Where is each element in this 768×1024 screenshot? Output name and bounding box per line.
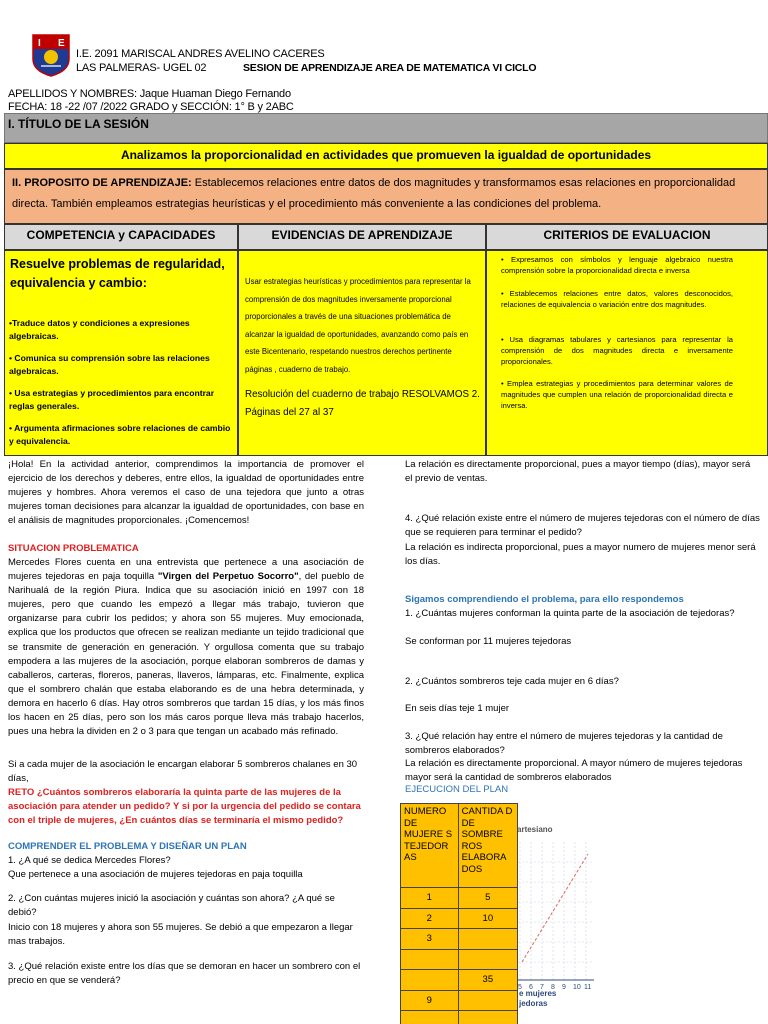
svg-text:I: I — [38, 38, 41, 49]
review-answer-2: En seis días teje 1 mujer — [405, 703, 510, 714]
graph-x-tick: 9 — [562, 984, 566, 991]
school-location: LAS PALMERAS- UGEL 02 — [76, 62, 207, 74]
review-answer-3: La relación es directamente proporcional. A mayor número de mujeres tejedoras mayor será la cantidad de sombreros elaborados — [405, 758, 743, 784]
session-title: SESION DE APRENDIZAJE AREA DE MATEMATICA VI CICLO — [243, 62, 537, 74]
graph-x-tick: 8 — [551, 984, 555, 991]
evidence-workbook: Resolución del cuaderno de trabajo RESOLVAMOS 2. Páginas del 27 al 37 — [245, 389, 480, 418]
situation-heading: SITUACION PROBLEMATICA — [8, 543, 139, 554]
table-cell — [458, 990, 517, 1011]
session-topic-row — [4, 143, 768, 169]
table-cell: 3 — [401, 929, 459, 950]
capacity-item: • Comunica su comprensión sobre las relaciones algebraicas. — [9, 353, 210, 376]
table-cell: 1 — [401, 888, 459, 909]
evidence-text: Usar estrategias heurísticas y procedimientos para representar la comprensión de dos magnitudes inversamente proporcional proporcionales a través de una situaciones problemática de alcanzar la igualdad de oportunidades, avanzando como país en este Bicentenario, respetando nuestros derechos pertinente páginas , cuaderno de trabajo. — [245, 277, 471, 374]
school-logo — [30, 33, 72, 77]
session-title-heading: I. TÍTULO DE LA SESIÓN — [8, 117, 149, 131]
challenge-text: RETO ¿Cuántos sombreros elaboraría la quinta parte de las mujeres de la asociación para atender un pedido? Y si por la urgencia del pedido se contara con el triple de mujeres, ¿En cuántos días se terminaría el mismo pedido? — [8, 787, 361, 827]
story-assignment: Si a cada mujer de la asociación le encargan elaborar 5 sombreros chalanes en 30 días, — [8, 759, 358, 785]
table-header-women: NUMERO DE MUJERE S TEJEDOR AS — [401, 804, 459, 888]
table-cell: 9 — [401, 990, 459, 1011]
graph-x-tick: 11 — [584, 984, 592, 991]
table-cell: 10 — [458, 908, 517, 929]
date-grade: FECHA: 18 -22 /07 /2022 GRADO y SECCIÓN: 1° B y 2ABC — [8, 101, 294, 113]
association-name: "Virgen del Perpetuo Socorro" — [157, 571, 299, 583]
story-part: , del pueblo de Narihualá de la región Piura. Indica que su asociación inició en 1997 con 18 mujeres, pero que cuando les empezó a llegar más trabajo, tuvieron que organizarse para cubrir los pedidos; y ahora son 55 mujeres. Muy emocionada, explica que los productos que ofrecen se realizan mediante un tejido tradicional que se transmite de generación en generación. Y orgullosa comenta que su trabajo empodera a las mujeres de la asociación, porque elaboran sombreros de damas y caballeros, carteras, floreros, paneras, llaveros, lámparas, etc. Finalmente, explica que el sombrero chalán que estaba elaborando es de una hebra determinada, y demora en hacerlo 6 días. Hay otros sombreros que tardan 15 días, y los más finos los hacen en 25 días, pero son los más caros porque lleva más trabajo hacerlos, pues una hebra la dividen en 2 o 3 para que tengan un acabado más refinado. — [8, 571, 364, 738]
competence-cell — [4, 250, 238, 456]
graph-x-tick: 6 — [529, 984, 533, 991]
intro-paragraph: ¡Hola! En la actividad anterior, comprendimos la importancia de promover el ejercicio de los derechos y deberes, entre ellos, la igualdad de oportunidades entre mujeres y hombres. Ahora veremos el caso de una tejedora que junto a otras mujeres toman decisiones para alcanzar la igualdad de oportunidades, con base en el análisis de magnitudes proporcionales. ¡Comencemos! — [8, 459, 364, 527]
table-cell — [458, 1011, 517, 1024]
understand-heading: Sigamos comprendiendo el problema, para ello respondemos — [405, 594, 684, 605]
graph-x-label: jedoras — [519, 999, 548, 1008]
session-topic: Analizamos la proporcionalidad en actividades que promueven la igualdad de oportunidades — [120, 148, 652, 162]
header-competence: COMPETENCIA y CAPACIDADES — [4, 224, 238, 250]
review-answer-1: Se conforman por 11 mujeres tejedoras — [405, 636, 572, 647]
evidence-cell — [238, 250, 486, 456]
table-row — [401, 1011, 518, 1024]
graph-x-tick: 10 — [573, 984, 581, 991]
table-cell — [401, 970, 459, 991]
table-row — [401, 990, 518, 1011]
story-part: Mercedes Flores cuenta en una entrevista que pertenece a una asociación de mujeres tejedoras en paja toquilla — [8, 557, 364, 583]
session-title-bar — [4, 113, 768, 143]
table-row — [401, 949, 518, 970]
header-evidence: EVIDENCIAS DE APRENDIZAJE — [238, 224, 486, 250]
answer-1: Que pertenece a una asociación de mujeres tejedoras en paja toquilla — [8, 869, 303, 880]
table-cell — [458, 949, 517, 970]
answer-3: La relación es directamente proporcional, pues a mayor tiempo (días), mayor será el previo de ventas. — [405, 459, 751, 485]
table-cell: 5 — [458, 888, 517, 909]
table-cell: 35 — [458, 970, 517, 991]
execution-heading: EJECUCION DEL PLAN — [405, 784, 509, 795]
purpose-label: II. PROPOSITO DE APRENDIZAJE: — [12, 177, 192, 189]
graph-x-label: e mujeres — [519, 989, 557, 998]
trend-line — [522, 854, 588, 962]
review-question-1: 1. ¿Cuántas mujeres conforman la quinta parte de la asociación de tejedoras? — [405, 608, 735, 619]
question-3: 3. ¿Qué relación existe entre los días que se demoran en hacer un sombrero con el precio en que se venderá? — [8, 961, 361, 987]
capacity-item: • Argumenta afirmaciones sobre relaciones de cambio y equivalencia. — [9, 423, 231, 446]
review-question-2: 2. ¿Cuántos sombreros teje cada mujer en 6 días? — [405, 676, 619, 687]
answer-4: La relación es indirecta proporcional, pues a mayor numero de mujeres menor será los días. — [405, 542, 756, 568]
criteria-item: • Emplea estrategias y procedimientos para determinar valores de magnitudes que cumplen una relación de proporcionalidad directa e inversa. — [501, 379, 733, 410]
review-question-3: 3. ¿Qué relación hay entre el número de mujeres tejedoras y la cantidad de sombreros elaborados? — [405, 731, 723, 757]
situation-story — [8, 556, 364, 739]
competence-title: Resuelve problemas de regularidad, equivalencia y cambio: — [10, 257, 225, 290]
criteria-item: • Usa diagramas tabulares y cartesianos para representar la comprensión de dos magnitudes directa e inversamente proporcionales. — [501, 335, 733, 366]
student-name: APELLIDOS Y NOMBRES: Jaque Huaman Diego Fernando — [8, 88, 291, 100]
table-header-hats: CANTIDA D DE SOMBRE ROS ELABORA DOS — [458, 804, 517, 888]
table-row — [401, 908, 518, 929]
table-cell — [458, 929, 517, 950]
svg-text:E: E — [58, 38, 65, 49]
table-cell — [401, 949, 459, 970]
purpose-text: Establecemos relaciones entre datos de dos magnitudes y transformamos esas relaciones en proporcionalidad directa. También empleamos estrategias heurísticas y el procedimiento más conveniente a las condiciones del problema. — [12, 177, 736, 210]
capacity-item: •Traduce datos y condiciones a expresiones algebraicas. — [9, 318, 190, 341]
table-row — [401, 888, 518, 909]
question-1: 1. ¿A qué se dedica Mercedes Flores? — [8, 855, 171, 866]
table-row — [401, 970, 518, 991]
school-name: I.E. 2091 MARISCAL ANDRES AVELINO CACERES — [76, 48, 325, 60]
capacity-item: • Usa estrategias y procedimientos para encontrar reglas generales. — [9, 388, 215, 411]
graph-title: artesiano — [517, 825, 553, 834]
criteria-cell — [486, 250, 768, 456]
table-row — [401, 929, 518, 950]
graph-x-tick: 7 — [540, 984, 544, 991]
table-cell — [401, 1011, 459, 1024]
plan-heading: COMPRENDER EL PROBLEMA Y DISEÑAR UN PLAN — [8, 841, 247, 852]
table-cell: 2 — [401, 908, 459, 929]
criteria-item: • Expresamos con símbolos y lenguaje algebraico nuestra comprensión sobre la proporcionalidad directa e inversa — [501, 255, 733, 275]
question-2: 2. ¿Con cuántas mujeres inició la asociación y cuántas son ahora? ¿A qué se debió? — [8, 893, 335, 919]
graph-x-tick: 5 — [518, 984, 522, 991]
question-4: 4. ¿Qué relación existe entre el número de mujeres tejedoras con el número de días que se requieren para terminar el pedido? — [405, 513, 760, 539]
answer-2: Inicio con 18 mujeres y ahora son 55 mujeres. Se debió a que empezaron a llegar mas trabajos. — [8, 922, 353, 948]
header-criteria: CRITERIOS DE EVALUACION — [486, 224, 768, 250]
criteria-item: • Establecemos relaciones entre datos, valores desconocidos, relaciones de equivalencia o variación entre dos magnitudes. — [501, 289, 733, 309]
purpose-row — [4, 169, 768, 224]
proportion-table — [400, 803, 518, 1024]
